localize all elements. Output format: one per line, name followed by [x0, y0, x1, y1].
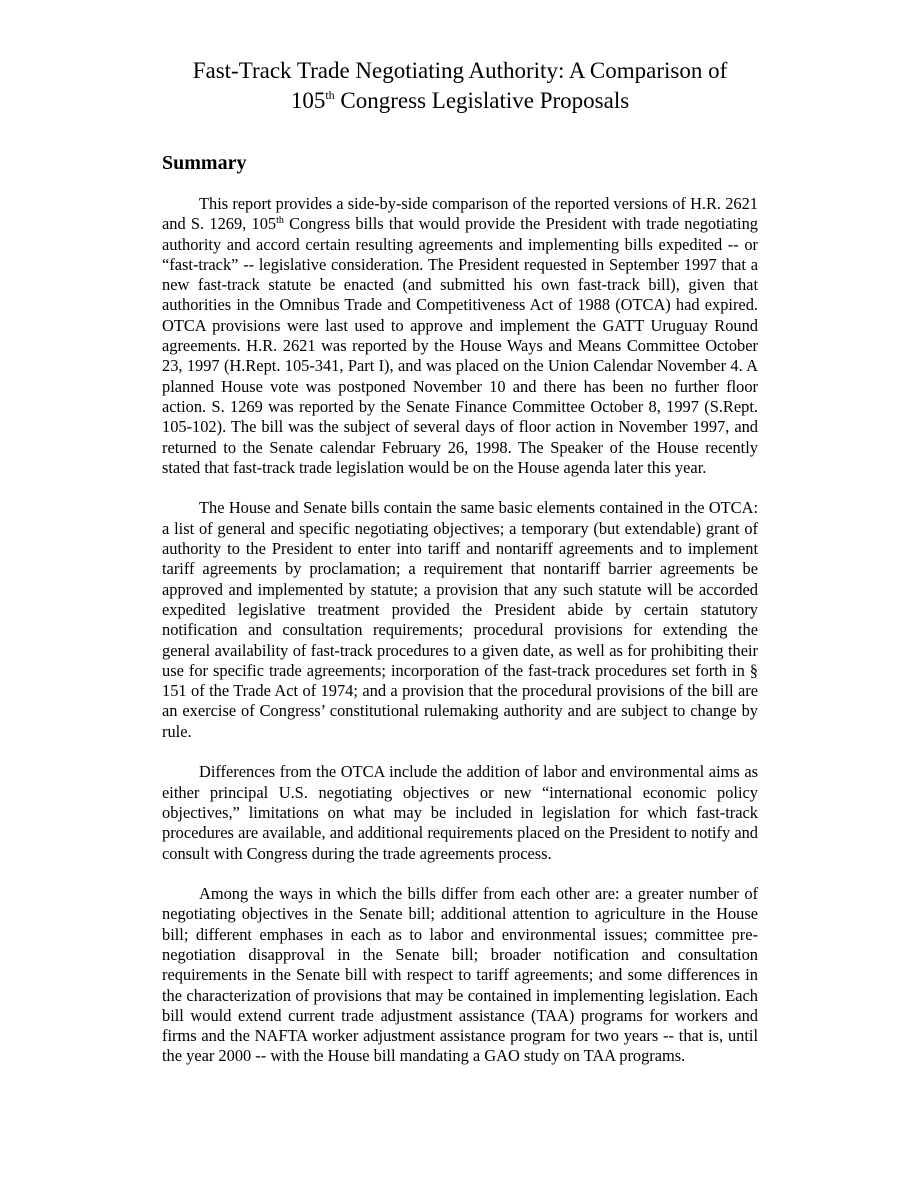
document-title	[162, 56, 758, 116]
summary-heading: Summary	[162, 152, 247, 174]
paragraph-1-text-a: This report provides a side-by-side comparison of the reported versions of H.R. 2621 and S. 1269, 105	[162, 194, 758, 234]
document-page	[162, 56, 758, 1067]
paragraph-1-ordinal-suffix: th	[276, 215, 284, 227]
title-line-1: Fast-Track Trade Negotiating Authority: A Comparison of	[192, 58, 728, 83]
paragraph-1-text-b: Congress bills that would provide the President with trade negotiating authority and accord certain resulting agreements and implementing bills expedited -- or “fast-track” -- legislative consideration. The President requested in September 1997 that a new fast-track statute be enacted (and submitted his own fast-track bill), given that authorities in the Omnibus Trade and Competitiveness Act of 1988 (OTCA) had expired. OTCA provisions were last used to approve and implement the GATT Uruguay Round agreements. H.R. 2621 was reported by the House Ways and Means Committee October 23, 1997 (H.Rept. 105-341, Part I), and was placed on the Union Calendar November 4. A planned House vote was postponed November 10 and there has been no further floor action. S. 1269 was reported by the Senate Finance Committee October 8, 1997 (S.Rept. 105-102). The bill was the subject of several days of floor action in November 1997, and returned to the Senate calendar February 26, 1998. The Speaker of the House recently stated that fast-track trade legislation would be on the House agenda later this year.	[162, 214, 758, 477]
summary-paragraph-3: Differences from the OTCA include the addition of labor and environmental aims as either principal U.S. negotiating objectives or new “international economic policy objectives,” limitations on what may be included in legislation for which fast-track procedures are available, and additional requirements placed on the President to notify and consult with Congress during the trade agreements process.	[162, 762, 758, 863]
title-ordinal-suffix: th	[325, 88, 335, 102]
summary-paragraph-4: Among the ways in which the bills differ from each other are: a greater number of negotiating objectives in the Senate bill; additional attention to agriculture in the House bill; different emphases in each as to labor and environmental issues; committee pre-negotiation disapproval in the Senate bill; broader notification and consultation requirements in the Senate bill with respect to tariff agreements; and some differences in the characterization of provisions that may be contained in implementing legislation. Each bill would extend current trade adjustment assistance (TAA) programs for workers and firms and the NAFTA worker adjustment assistance program for two years -- that is, until the year 2000 -- with the House bill mandating a GAO study on TAA programs.	[162, 884, 758, 1066]
summary-paragraph-2: The House and Senate bills contain the same basic elements contained in the OTCA: a list of general and specific negotiating objectives; a temporary (but extendable) grant of authority to the President to enter into tariff and nontariff agreements and to implement tariff agreements by proclamation; a requirement that nontariff barrier agreements be approved and implemented by statute; a provision that any such statute will be accorded expedited legislative treatment provided the President abide by certain statutory notification and consultation requirements; procedural provisions for extending the general availability of fast-track procedures to a given date, as well as for prohibiting their use for specific trade agreements; incorporation of the fast-track procedures set forth in § 151 of the Trade Act of 1974; and a provision that the procedural provisions of the bill are an exercise of Congress’ constitutional rulemaking authority and are subject to change by rule.	[162, 498, 758, 741]
title-line-2-number: 105	[290, 88, 326, 113]
title-line-2-text: Congress Legislative Proposals	[334, 88, 630, 113]
summary-paragraph-1	[162, 194, 758, 478]
